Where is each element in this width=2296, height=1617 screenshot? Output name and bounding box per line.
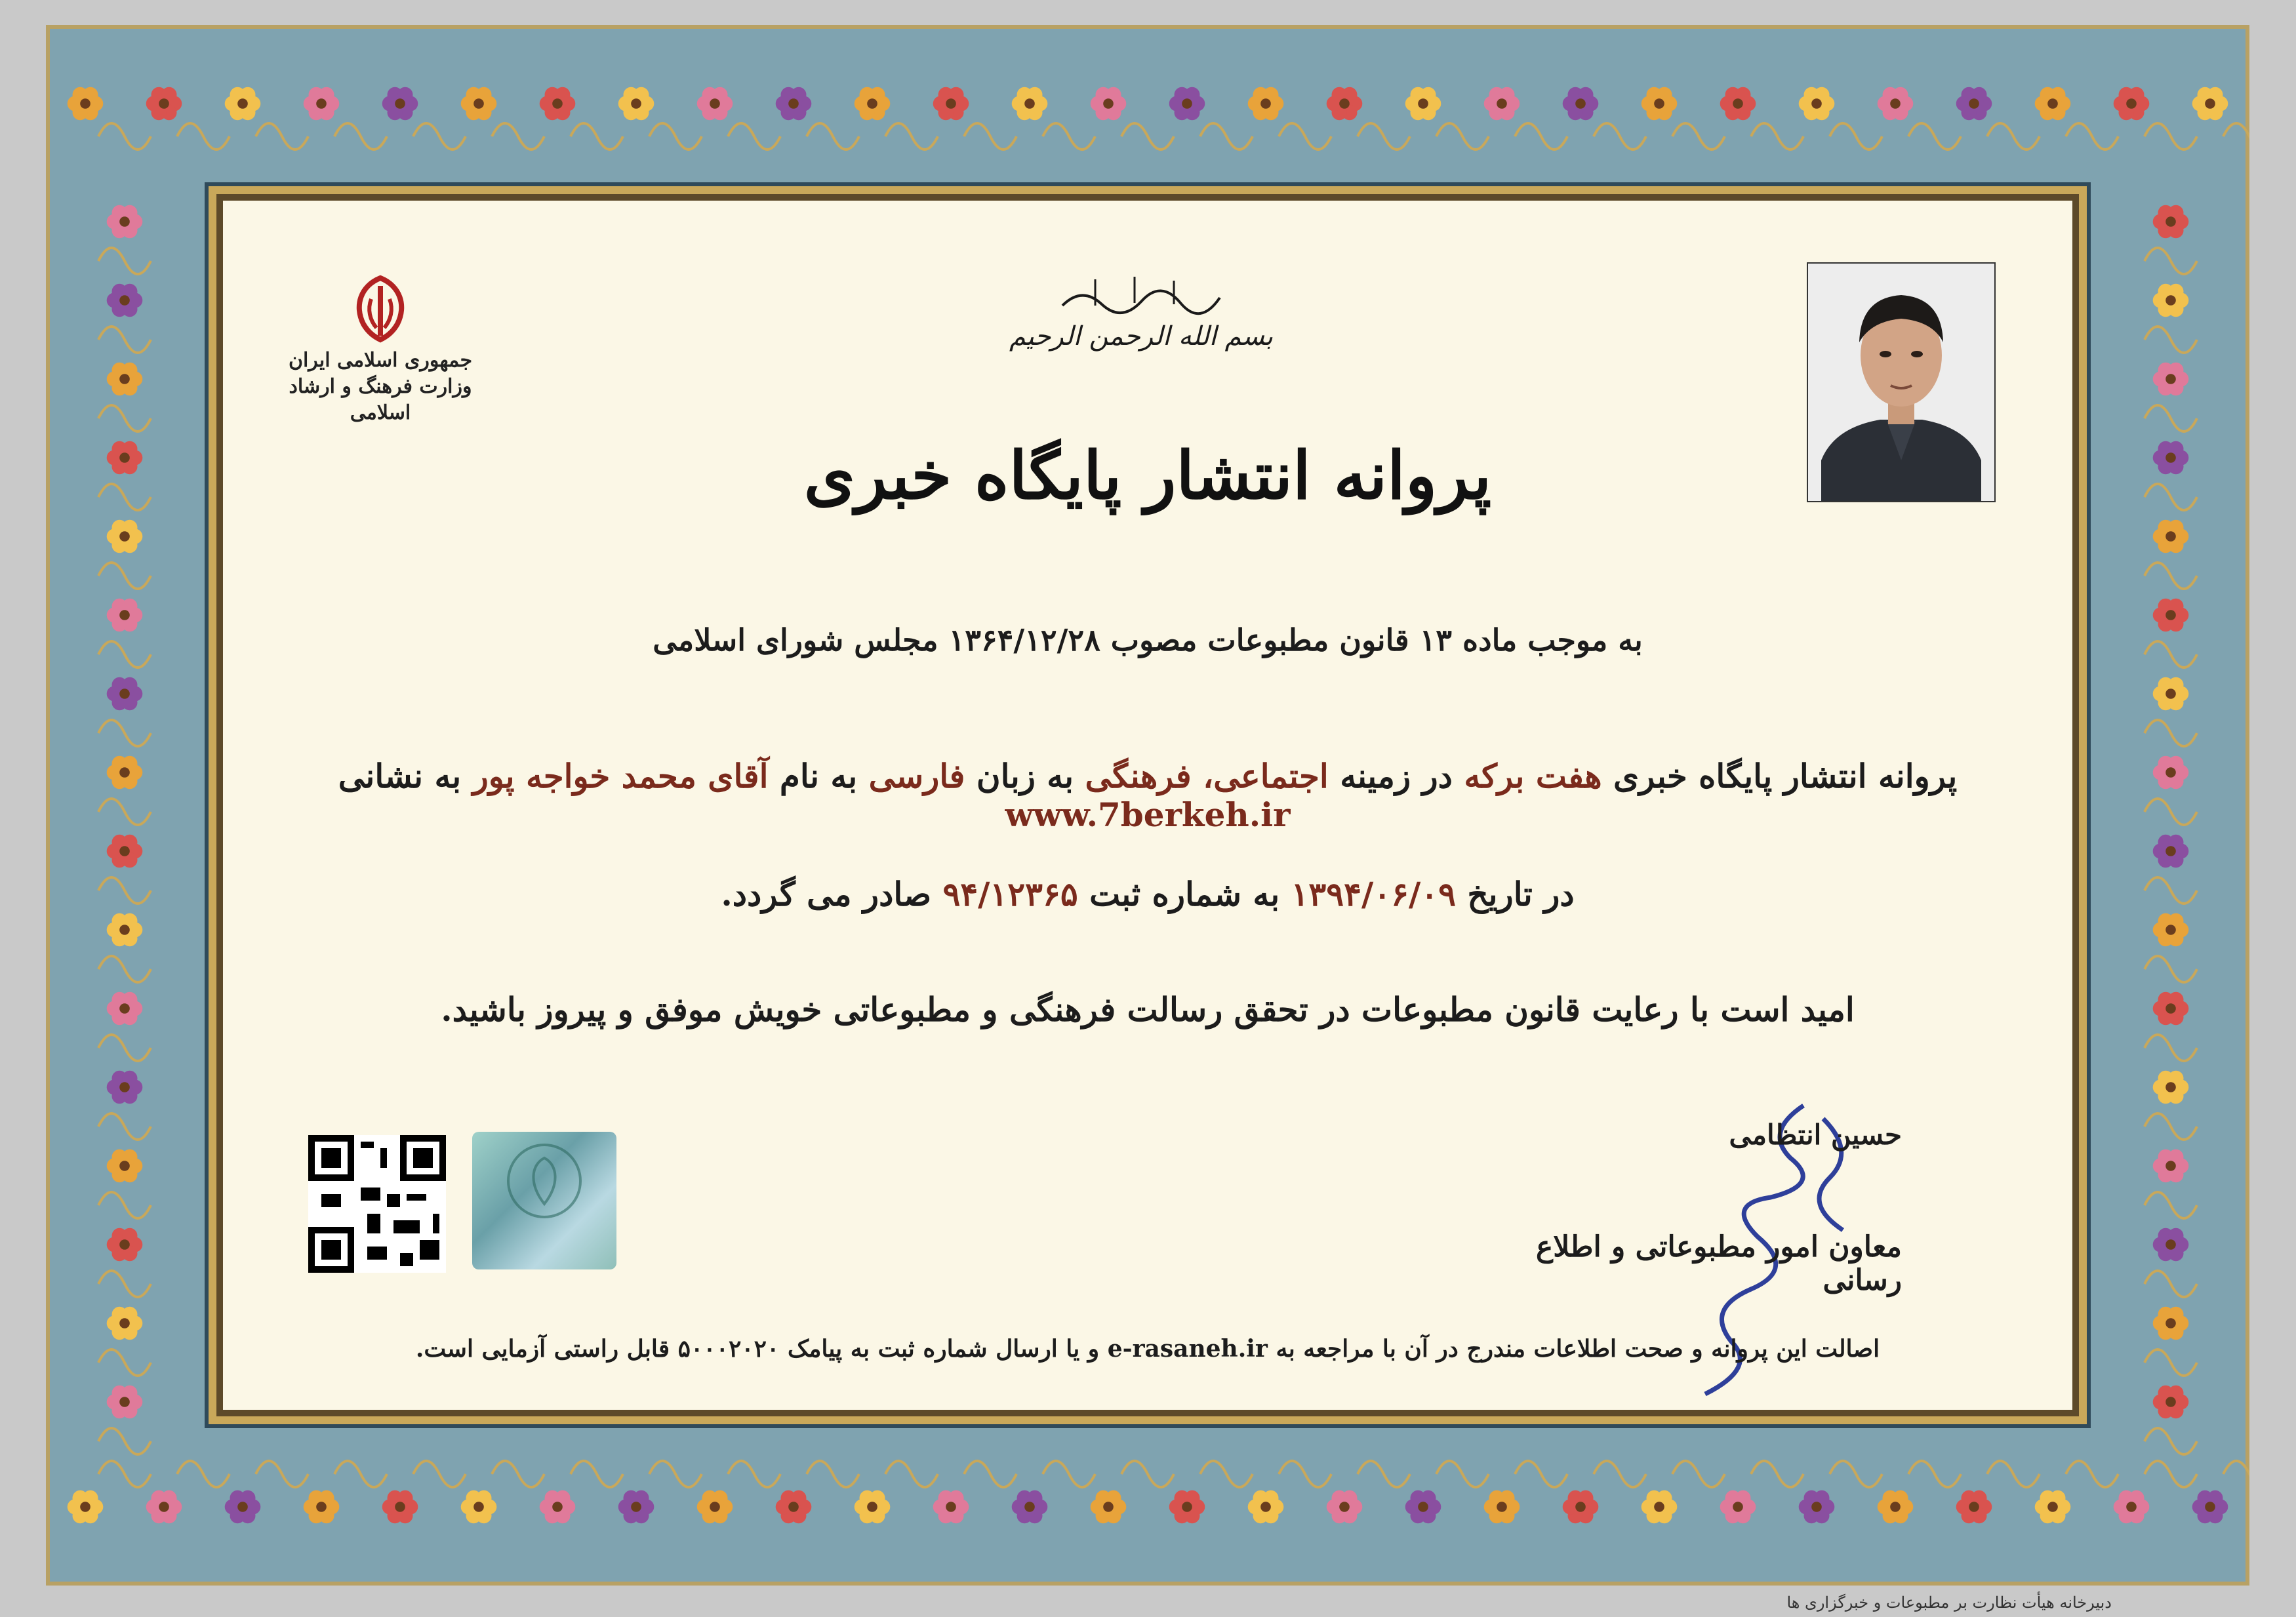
border-flower [2035, 1490, 2071, 1523]
border-flower [2114, 1490, 2150, 1523]
border-vine [98, 877, 151, 904]
border-flower [382, 87, 418, 120]
border-flower [1405, 1490, 1441, 1523]
border-flower [2153, 677, 2189, 710]
border-flower [2153, 835, 2189, 868]
border-vine [1830, 123, 1882, 150]
border-flower [107, 441, 143, 474]
border-vine [98, 405, 151, 431]
border-vine [98, 1035, 151, 1061]
border-flower [618, 87, 655, 120]
border-flower [68, 87, 104, 120]
border-flower [1641, 1490, 1678, 1523]
border-flower [1641, 87, 1678, 120]
verification-note: اصالت این پروانه و صحت اطلاعات مندرج در آن با مراجعه به e-rasaneh.ir و یا ارسال شماره ثبت به پیامک ۵۰۰۰۲۰۲۰ قابل راستی آزمایی است. [415, 1335, 1880, 1363]
border-vine [2145, 1192, 2197, 1218]
border-vine [98, 1461, 151, 1487]
border-vine [2223, 123, 2249, 150]
owner-label: به نام [779, 757, 858, 795]
border-flower [1169, 1490, 1205, 1523]
border-flower [107, 363, 143, 395]
org-line-1: جمهوری اسلامی ایران [288, 349, 473, 372]
border-flower [107, 1071, 143, 1104]
border-flower [2153, 1228, 2189, 1261]
border-vine [98, 1349, 151, 1376]
border-flower [107, 284, 143, 317]
border-vine [885, 1461, 938, 1487]
border-flower [540, 87, 576, 120]
secretariat-note: دبیرخانه هیأت نظارت بر مطبوعات و خبرگزاری ها [1786, 1593, 2112, 1612]
border-flower [107, 992, 143, 1025]
border-vine [571, 1461, 623, 1487]
border-vine [2145, 327, 2197, 353]
border-vine [2145, 877, 2197, 904]
border-vine [2145, 1461, 2197, 1487]
border-flower [618, 1490, 655, 1523]
border-vine [2145, 1428, 2197, 1454]
border-vine [492, 1461, 544, 1487]
border-vine [256, 1461, 308, 1487]
border-vine [1908, 123, 1961, 150]
border-flower [2192, 87, 2228, 120]
border-vine [2223, 1461, 2249, 1487]
border-vine [1987, 1461, 2040, 1487]
owner-value: آقای محمد خواجه پور [472, 757, 769, 795]
border-flower [1563, 87, 1599, 120]
border-vine [1751, 1461, 1803, 1487]
border-flower [697, 87, 733, 120]
iran-emblem-icon [341, 273, 420, 345]
border-flower [933, 1490, 969, 1523]
legal-basis-line: به موجب ماده ۱۳ قانون مطبوعات مصوب ۱۳۶۴/۱۲/۲۸ مجلس شورای اسلامی [653, 622, 1643, 658]
border-flower [225, 1490, 261, 1523]
border-flower [1720, 1490, 1756, 1523]
border-vine [334, 123, 387, 150]
border-vine [728, 1461, 780, 1487]
border-flower [2153, 284, 2189, 317]
border-flower [107, 835, 143, 868]
border-vine [98, 484, 151, 510]
border-flower [2153, 1149, 2189, 1182]
border-vine [1121, 123, 1174, 150]
address-value: www.7berkeh.ir [1005, 795, 1291, 834]
border-flower [225, 87, 261, 120]
border-vine [1908, 1461, 1961, 1487]
border-vine [98, 1192, 151, 1218]
border-flower [1878, 1490, 1914, 1523]
border-flower [1484, 87, 1520, 120]
field-label: در زمینه [1340, 757, 1453, 795]
border-vine [1121, 1461, 1174, 1487]
border-flower [2153, 913, 2189, 946]
border-vine [2145, 563, 2197, 589]
org-line-2: وزارت فرهنگ و ارشاد اسلامی [289, 375, 472, 424]
border-flower [2153, 992, 2189, 1025]
border-vine [807, 123, 859, 150]
reg-number: ۹۴/۱۲۳۶۵ [942, 875, 1078, 913]
border-vine [1594, 123, 1646, 150]
border-vine [2066, 1461, 2118, 1487]
border-flower [2153, 520, 2189, 553]
border-flower [1956, 1490, 1992, 1523]
border-vine [177, 1461, 230, 1487]
border-flower [2153, 756, 2189, 789]
border-vine [2145, 484, 2197, 510]
border-vine [98, 799, 151, 825]
border-vine [2145, 1349, 2197, 1376]
border-vine [98, 720, 151, 746]
border-flower [1248, 1490, 1284, 1523]
border-flower [776, 1490, 812, 1523]
ministry-header [282, 273, 479, 424]
date-label: در تاریخ [1467, 875, 1575, 913]
border-flower [107, 677, 143, 710]
issue-suffix: صادر می گردد. [721, 875, 932, 913]
border-vine [1594, 1461, 1646, 1487]
border-flower [855, 1490, 891, 1523]
basmala [912, 273, 1371, 358]
border-vine [1200, 123, 1253, 150]
border-flower [1720, 87, 1756, 120]
border-flower [1012, 1490, 1048, 1523]
page-title: پروانه انتشار پایگاه خبری [803, 437, 1492, 514]
border-vine [728, 123, 780, 150]
border-flower [107, 1307, 143, 1340]
border-flower [1169, 87, 1205, 120]
border-vine [2145, 1113, 2197, 1140]
issue-details-line [223, 875, 2072, 913]
border-vine [334, 1461, 387, 1487]
border-vine [1751, 123, 1803, 150]
border-flower [461, 1490, 497, 1523]
border-flower [2153, 1071, 2189, 1104]
border-flower [933, 87, 969, 120]
border-vine [177, 123, 230, 150]
border-vine [1436, 123, 1489, 150]
border-vine [2145, 799, 2197, 825]
border-vine [2145, 405, 2197, 431]
border-vine [98, 248, 151, 274]
border-flower [2035, 87, 2071, 120]
border-vine [98, 641, 151, 668]
border-flower [1563, 1490, 1599, 1523]
border-vine [964, 1461, 1017, 1487]
border-vine [98, 1271, 151, 1297]
border-vine [1672, 123, 1725, 150]
border-vine [649, 123, 702, 150]
border-flower [2153, 599, 2189, 631]
border-flower [304, 87, 340, 120]
border-vine [1043, 1461, 1095, 1487]
border-flower [1484, 1490, 1520, 1523]
border-flower [776, 87, 812, 120]
border-flower [1405, 87, 1441, 120]
border-flower [304, 1490, 340, 1523]
border-flower [1012, 87, 1048, 120]
certificate-frame [46, 25, 2249, 1586]
border-vine [2066, 123, 2118, 150]
border-flower [1248, 87, 1284, 120]
border-flower [107, 913, 143, 946]
border-vine [256, 123, 308, 150]
border-flower [1091, 87, 1127, 120]
reg-label: به شماره ثبت [1089, 875, 1280, 913]
border-flower [382, 1490, 418, 1523]
site-name: هفت برکه [1464, 757, 1602, 795]
border-vine [964, 123, 1017, 150]
border-vine [413, 1461, 466, 1487]
border-flower [1799, 1490, 1835, 1523]
border-vine [1987, 123, 2040, 150]
border-vine [98, 1113, 151, 1140]
border-flower [461, 87, 497, 120]
border-flower [107, 599, 143, 631]
border-vine [413, 123, 466, 150]
border-flower [2153, 363, 2189, 395]
basmala-calligraphy-icon [1056, 273, 1226, 319]
signer-name: حسین انتظامی [1729, 1119, 1902, 1151]
border-vine [98, 1428, 151, 1454]
border-vine [98, 956, 151, 982]
border-flower [2153, 1386, 2189, 1418]
border-flower [146, 87, 182, 120]
border-flower [1091, 1490, 1127, 1523]
qr-code-icon [308, 1135, 446, 1273]
border-flower [2192, 1490, 2228, 1523]
closing-wish-line: امید است با رعایت قانون مطبوعات در تحقق رسالت فرهنگی و مطبوعاتی خویش موفق و پیروز باشید. [441, 990, 1855, 1029]
language-label: به زبان [976, 757, 1074, 795]
border-vine [1436, 1461, 1489, 1487]
border-vine [492, 123, 544, 150]
border-flower [855, 87, 891, 120]
border-flower [107, 1228, 143, 1261]
license-details-line [223, 757, 2072, 834]
issue-date: ۱۳۹۴/۰۶/۰۹ [1291, 875, 1456, 913]
border-flower [107, 1386, 143, 1418]
border-vine [2145, 248, 2197, 274]
border-vine [2145, 123, 2197, 150]
border-flower [146, 1490, 182, 1523]
border-vine [1515, 123, 1567, 150]
border-vine [1830, 1461, 1882, 1487]
border-flower [2153, 1307, 2189, 1340]
border-vine [2145, 641, 2197, 668]
border-vine [885, 123, 938, 150]
border-flower [2114, 87, 2150, 120]
border-flower [1878, 87, 1914, 120]
border-flower [107, 205, 143, 238]
border-flower [1956, 87, 1992, 120]
border-vine [1515, 1461, 1567, 1487]
border-vine [1358, 123, 1410, 150]
border-vine [2145, 720, 2197, 746]
border-flower [1799, 87, 1835, 120]
field-value: اجتماعی، فرهنگی [1085, 757, 1329, 795]
border-vine [98, 327, 151, 353]
border-vine [1672, 1461, 1725, 1487]
border-vine [1358, 1461, 1410, 1487]
border-vine [2145, 1271, 2197, 1297]
border-flower [2153, 441, 2189, 474]
border-vine [98, 563, 151, 589]
language-value: فارسی [868, 757, 965, 795]
certificate-body [223, 201, 2072, 1410]
border-vine [2145, 1035, 2197, 1061]
border-flower [107, 1149, 143, 1182]
address-label: به نشانی [338, 757, 462, 795]
border-flower [540, 1490, 576, 1523]
border-vine [1200, 1461, 1253, 1487]
license-prefix: پروانه انتشار پایگاه خبری [1613, 757, 1958, 795]
border-flower [107, 520, 143, 553]
border-flower [697, 1490, 733, 1523]
border-vine [807, 1461, 859, 1487]
border-vine [571, 123, 623, 150]
border-vine [1279, 1461, 1331, 1487]
border-vine [2145, 956, 2197, 982]
hologram-seal-icon [472, 1132, 616, 1269]
border-flower [107, 756, 143, 789]
border-flower [2153, 205, 2189, 238]
signer-title: معاون امور مطبوعاتی و اطلاع رسانی [1535, 1230, 1902, 1297]
border-vine [649, 1461, 702, 1487]
border-flower [1327, 87, 1363, 120]
border-flower [68, 1490, 104, 1523]
border-flower [1327, 1490, 1363, 1523]
border-vine [98, 123, 151, 150]
border-vine [1043, 123, 1095, 150]
border-vine [1279, 123, 1331, 150]
basmala-text: بسم الله الرحمن الرحیم [1009, 321, 1274, 351]
